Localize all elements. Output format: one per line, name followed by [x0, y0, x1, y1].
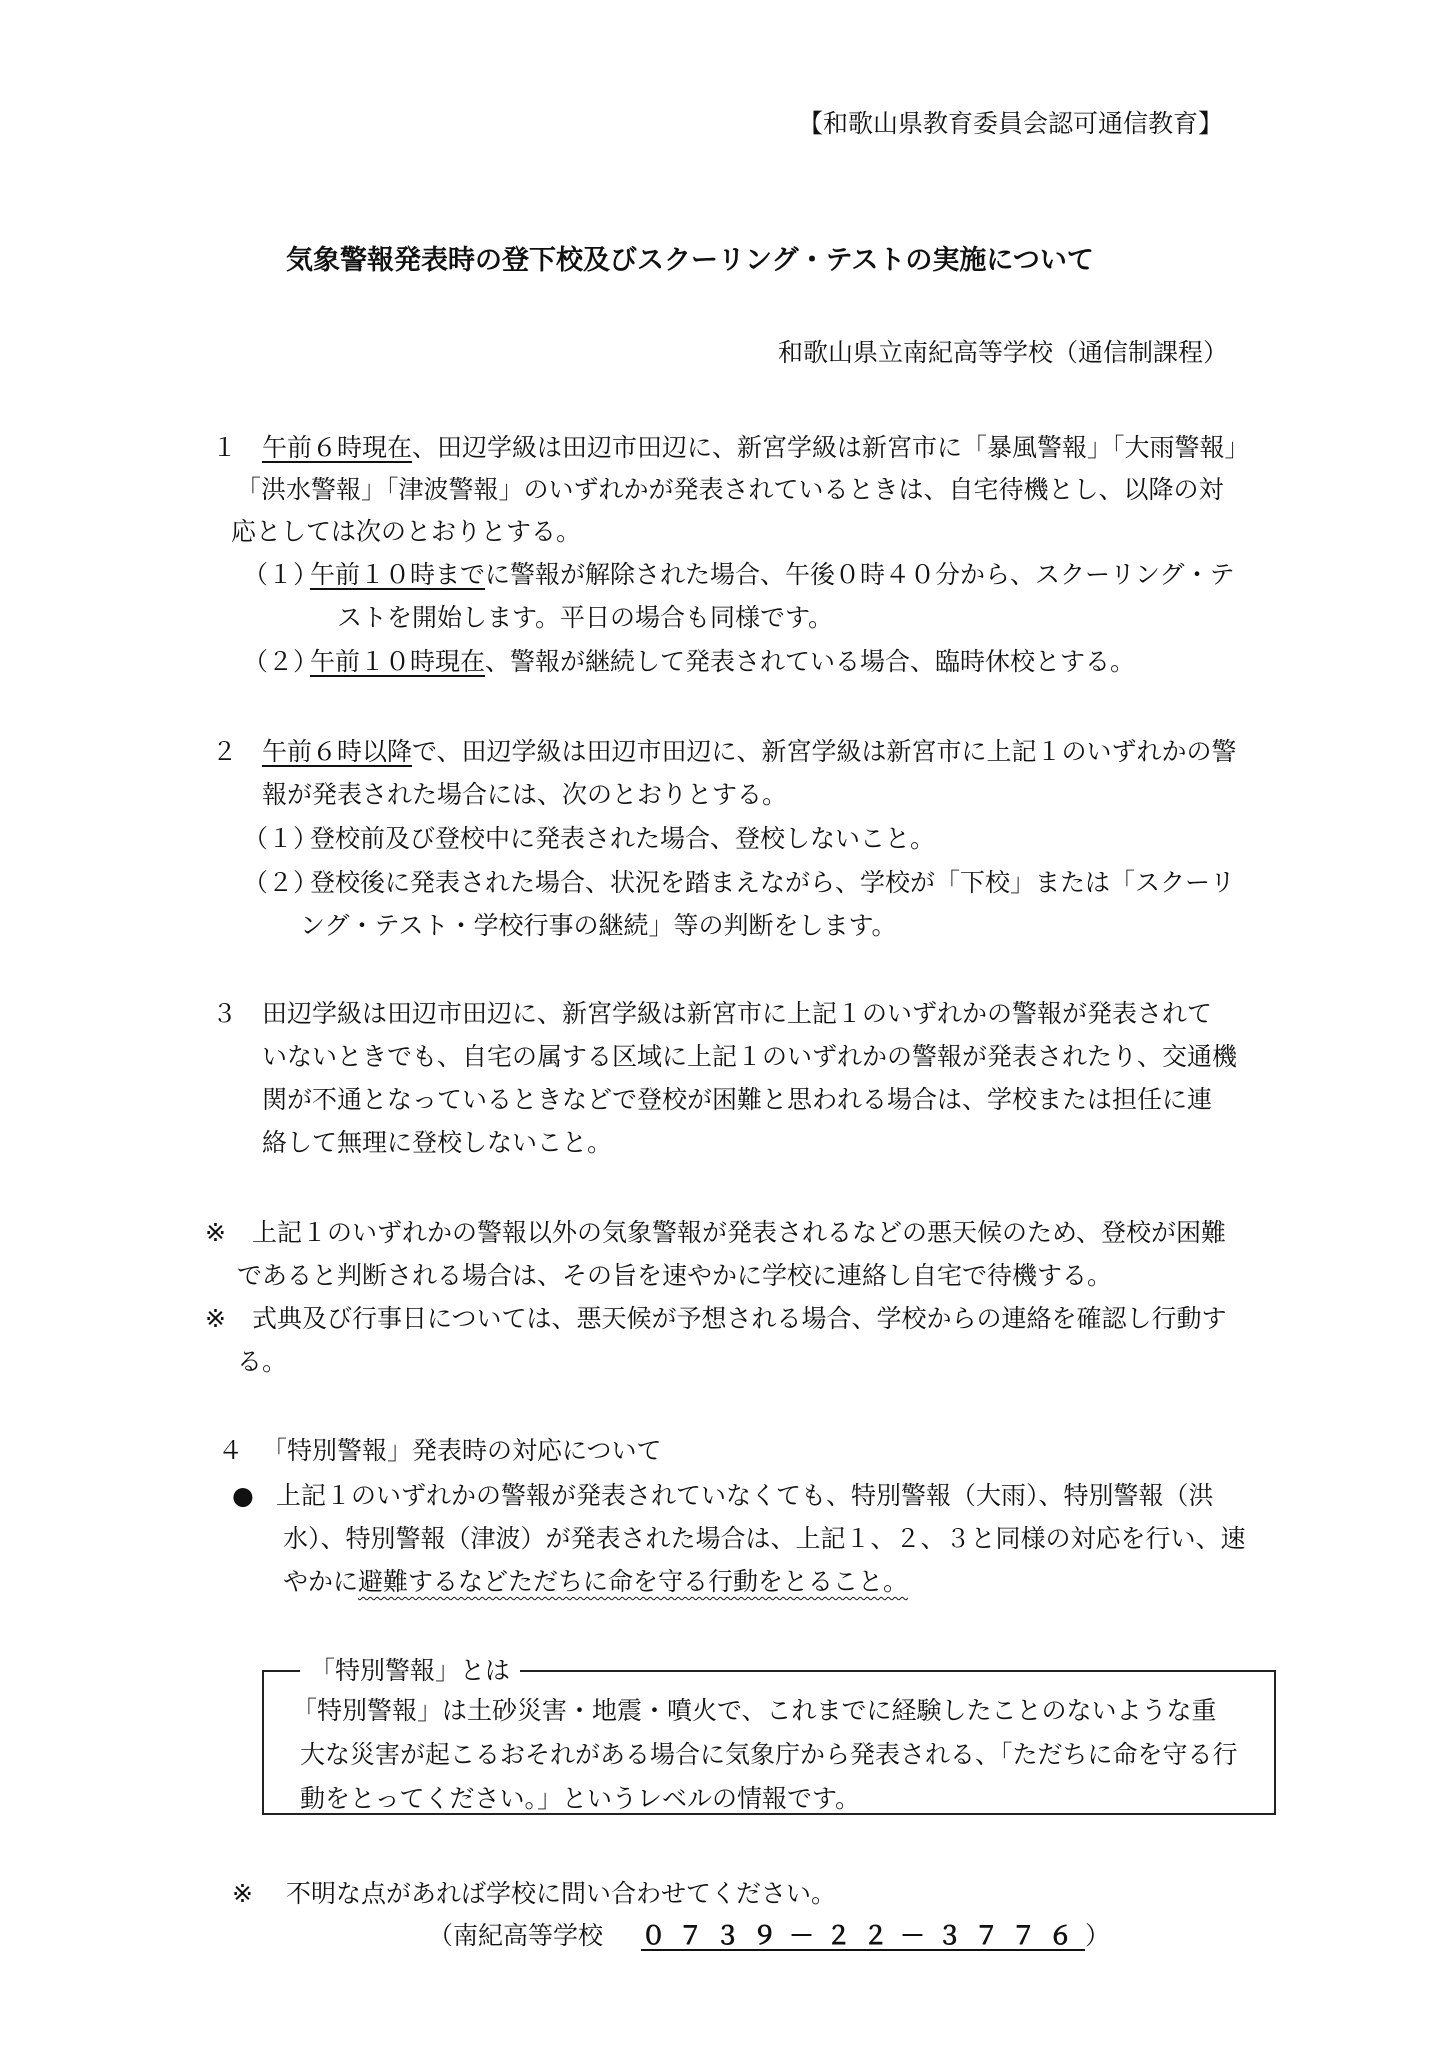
section-1-line-1: [262, 427, 1250, 469]
section-2-number: ２: [212, 737, 238, 766]
special-warning-box-title: 「特別警報」とは: [300, 1650, 520, 1692]
note-2-line-1: 式典及び行事日については、悪天候が予想される場合、学校からの連絡を確認し行動す: [252, 1304, 1227, 1333]
section-3-line-3: 関が不通となっているときなどで登校が困難と思われる場合は、学校または担任に連: [262, 1085, 1213, 1114]
section-2-lead: 午前６時以降: [262, 737, 413, 766]
footer-school-name: （南紀高等学校: [428, 1921, 604, 1950]
section-1-lead: 午前６時現在: [262, 433, 413, 462]
section-4-line-3-emphasis: 避難するなどただちに命を守る行動をとること。: [358, 1567, 909, 1596]
section-2-line-1-rest: で、田辺学級は田辺市田辺に、新宮学級は新宮市に上記１のいずれかの警: [412, 737, 1237, 766]
section-3-line-1: 田辺学級は田辺市田辺に、新宮学級は新宮市に上記１のいずれかの警報が発表されて: [262, 999, 1213, 1028]
page-title: 気象警報発表時の登下校及びスクーリング・テストの実施について: [286, 245, 1094, 276]
section-1-item-1-line-2: ストを開始します。平日の場合も同様です。: [337, 603, 834, 632]
section-2-item-2-line-1: 登校後に発表された場合、状況を踏まえながら、学校が「下校」または「スクーリ: [310, 868, 1236, 897]
section-1-line-2: 「洪水警報」「津波警報」のいずれかが発表されているときは、自宅待機とし、以降の対: [236, 475, 1224, 504]
note-1-line-1: 上記１のいずれかの警報以外の気象警報が発表されるなどの悪天候のため、登校が困難: [252, 1218, 1227, 1247]
section-1-item-2: [310, 641, 1135, 683]
phone-number: ０７３９－２２－３７７６: [641, 1921, 1086, 1950]
section-2-line-2: 報が発表された場合には、次のとおりとする。: [262, 780, 788, 809]
footer-contact: [428, 1915, 1110, 1957]
footer-close-paren: ）: [1085, 1921, 1111, 1950]
special-warning-box-line-3: 動をとってください。」というレベルの情報です。: [300, 1784, 861, 1813]
note-2-mark: ※: [205, 1304, 226, 1333]
section-1-item-2-rest: 、警報が継続して発表されている場合、臨時休校とする。: [485, 647, 1136, 676]
section-1-item-1-lead: 午前１０時まで: [310, 560, 486, 589]
section-1-number: １: [212, 433, 238, 462]
note-2-line-2: る。: [237, 1347, 288, 1376]
note-1-mark: ※: [205, 1218, 226, 1247]
section-3-number: ３: [212, 999, 238, 1028]
footer-mark: ※: [232, 1879, 253, 1908]
section-1-item-2-lead: 午前１０時現在: [310, 647, 486, 676]
section-2-item-1-number: （１）: [243, 824, 319, 853]
section-3-line-2: いないときでも、自宅の属する区域に上記１のいずれかの警報が発表されたり、交通機: [262, 1042, 1238, 1071]
authorization-note: 【和歌山県教育委員会認可通信教育】: [798, 109, 1224, 138]
section-4-number: ４: [218, 1436, 244, 1465]
note-1-line-2: であると判断される場合は、その旨を速やかに学校に連絡し自宅で待機する。: [237, 1261, 1113, 1290]
section-1-line-3: 応としては次のとおりとする。: [231, 517, 582, 546]
section-3-line-4: 絡して無理に登校しないこと。: [262, 1128, 613, 1157]
section-1-item-1-number: （１）: [243, 560, 319, 589]
section-2-line-1: [262, 731, 1237, 773]
section-2-item-1: 登校前及び登校中に発表された場合、登校しないこと。: [310, 824, 936, 853]
section-1-item-2-number: （２）: [243, 647, 319, 676]
section-4-line-3-plain: やかに: [283, 1567, 359, 1596]
special-warning-box-line-1: 「特別警報」は土砂災害・地震・噴火で、これまでに経験したことのないような重: [292, 1696, 1217, 1725]
section-4-line-2: 水）、特別警報（津波）が発表された場合は、上記１、２、３と同様の対応を行い、速: [283, 1524, 1246, 1553]
section-1-line-1-rest: 、田辺学級は田辺市田辺に、新宮学級は新宮市に「暴風警報」「大雨警報」: [412, 433, 1250, 462]
section-2-item-2-number: （２）: [243, 868, 319, 897]
section-4-line-3: [283, 1561, 908, 1603]
section-1-item-1-rest: に警報が解除された場合、午後０時４０分から、スクーリング・テ: [485, 560, 1235, 589]
school-name: 和歌山県立南紀高等学校（通信制課程）: [778, 338, 1229, 367]
section-4-heading: 「特別警報」発表時の対応について: [262, 1436, 662, 1465]
section-1-item-1: [310, 554, 1235, 596]
section-2-item-2-line-2: ング・テスト・学校行事の継続」等の判断をします。: [300, 911, 897, 940]
footer-inquiry: 不明な点があれば学校に問い合わせてください。: [286, 1879, 837, 1908]
special-warning-box-line-2: 大な災害が起こるおそれがある場合に気象庁から発表される、「ただちに命を守る行: [300, 1740, 1238, 1769]
section-4-line-1: 上記１のいずれかの警報が発表されていなくても、特別警報（大雨）、特別警報（洪: [276, 1481, 1214, 1510]
bullet-icon: ●: [232, 1481, 254, 1510]
